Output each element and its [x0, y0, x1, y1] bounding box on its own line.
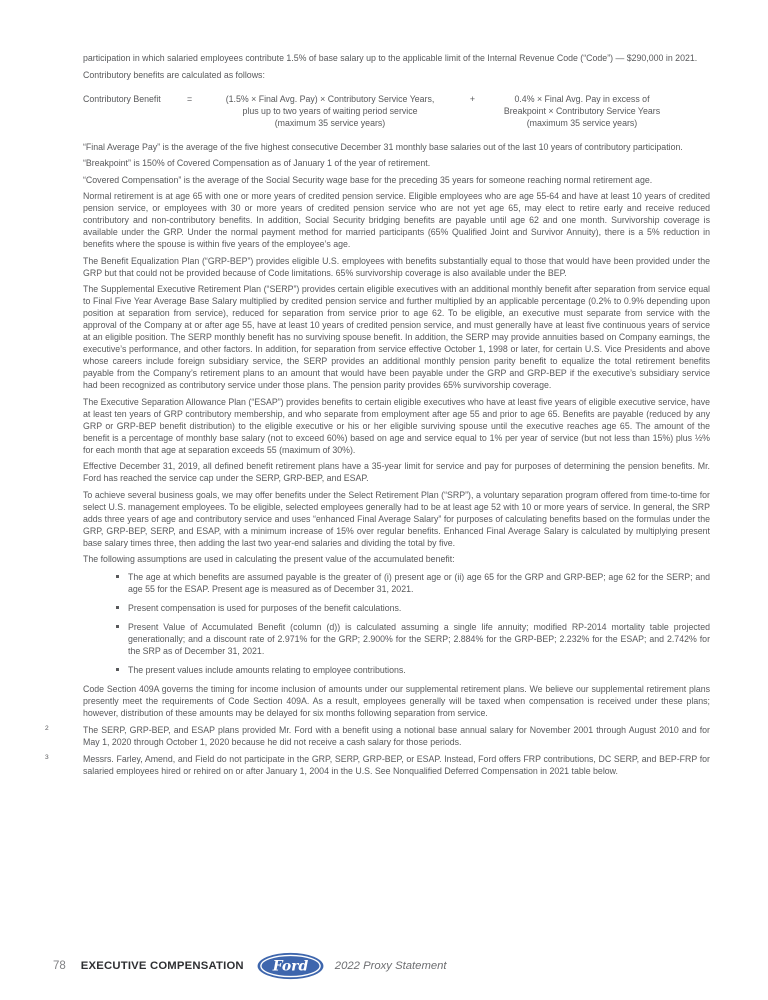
square-bullet-icon	[116, 575, 119, 578]
paragraph-grp-bep: The Benefit Equalization Plan (“GRP-BEP”) provides eligible U.S. employees with benefits substantially equal to those that would have been provided under the GRP but that could not be provided because of Code limitations. 65% survivorship coverage is also available under the BEP.	[83, 255, 710, 278]
paragraph-breakpoint: “Breakpoint” is 150% of Covered Compensation as of January 1 of the year of retirement.	[83, 158, 431, 168]
assumption-item	[115, 602, 710, 614]
paragraph-normal-retirement: Normal retirement is at age 65 with one or more years of credited pension service. Eligible employees who are age 55-64 and have at least 10 years of credited pension service, or employees with 30 or more years of credited pension service who are not yet age 65, may elect to retire early and receive reduced contributory and non-contributory benefits. In addition, Social Security bridging benefits are payable until age 62 and one month. Survivorship coverage is available under the GRP. Under the normal payment method for married participants (65% Qualified Joint and Survivor Annuity), there is a 5% reduction in benefits where the spouse is within five years of the employee’s age.	[83, 191, 710, 249]
page-number: 78	[53, 960, 66, 972]
assumption-item-text: Present Value of Accumulated Benefit (column (d)) is calculated assuming a single life annuity; modified RP-2014 mortality table projected generationally; and a discount rate of 2.971% for the GRP; 2.900% for the SERP; 2.884% for the GRP-BEP; 2.232% for the ESAP; and 2.742% for the SRP as of December 31, 2021.	[128, 622, 710, 656]
footnote-3-marker: 3	[45, 753, 49, 761]
formula-term-2	[492, 93, 672, 129]
footnote-2-marker: 2	[45, 724, 49, 732]
formula-label: Contributory Benefit	[83, 93, 161, 104]
assumption-item	[115, 664, 710, 676]
footnote-2	[45, 724, 710, 748]
formula-term-1-line-1: (1.5% × Final Avg. Pay) × Contributory Service Years,	[225, 93, 435, 104]
formula-term-1-line-2: plus up to two years of waiting period service	[242, 105, 418, 116]
plus-sign: +	[469, 93, 476, 104]
paragraph-covered-compensation: “Covered Compensation” is the average of the Social Security wage base for the preceding 35 years for someone reaching normal retirement age.	[83, 174, 653, 185]
assumption-item	[115, 571, 710, 595]
formula-term-1	[207, 93, 453, 129]
formula-term-2-line-2: Breakpoint × Contributory Service Years	[503, 105, 661, 116]
paragraph-409a: Code Section 409A governs the timing for income inclusion of amounts under our supplemental retirement plans. We believe our supplemental retirement plans presently meet the requirements of Code Section 409A. As a result, employees generally will be taxed when compensation is received under these plans; however, distribution of these amounts may be delayed for six months following separation from service.	[83, 684, 710, 718]
svg-text:Ford: Ford	[272, 958, 309, 975]
footnote-2-text: The SERP, GRP-BEP, and ESAP plans provided Mr. Ford with a benefit using a notional base annual salary for November 2001 through August 2010 and for May 1, 2020 through October 1, 2020 because he did not receive a cash salary for those periods.	[83, 724, 710, 747]
assumption-item-text: The age at which benefits are assumed payable is the greater of (i) present age or (ii) age 65 for the GRP and GRP-BEP; age 62 for the SERP; and age 55 for the ESAP. Present age is measured as of December 31, 2021.	[128, 572, 710, 594]
page-body	[45, 52, 710, 782]
assumption-item	[115, 621, 710, 657]
footnote-3-text: Messrs. Farley, Amend, and Field do not participate in the GRP, SERP, GRP-BEP, or ESAP. Instead, Ford offers FRP contributions, DC SERP, and BEP-FRP for salaried employees hired or rehired on or after January 1, 2004 in the U.S. See Nonqualified Deferred Compensation in 2021 table below.	[83, 753, 710, 776]
paragraph-grp-contribution: participation in which salaried employees contribute 1.5% of base salary up to the applicable limit of the Internal Revenue Code (“Code”) — $290,000 in 2021.	[83, 53, 698, 63]
footnote-3	[45, 753, 710, 777]
paragraph-35-year-limit: Effective December 31, 2019, all defined benefit retirement plans have a 35-year limit for service and pay for purposes of determining the pension benefits. Mr. Ford has reached the service cap under the SERP, GRP-BEP, and ESAP.	[83, 461, 710, 483]
square-bullet-icon	[116, 606, 119, 609]
formula-term-1-line-3: (maximum 35 service years)	[274, 117, 386, 128]
ford-logo-icon	[257, 952, 324, 980]
paragraph-serp: The Supplemental Executive Retirement Plan (“SERP”) provides certain eligible executives with an additional monthly benefit after separation from service equal to Final Five Year Average Base Salary multiplied by credited pension service and further multiplied by an applicable percentage (0.2% to 0.9% depending upon position at separation from service), reduced for separation from service prior to age 62. To be eligible, an executive must separate from service with the approval of the Company at or after age 55, have at least 10 years of credited pension service, and must generally have at least five continuous years of service at an eligible position. The SERP monthly benefit has no surviving spouse benefit. In addition, the SERP may provide annuities based on Company earnings, the executive’s performance, and other factors. In addition, for separation from service effective October 1, 1998 or later, for certain U.S. Vice Presidents and above whose careers include foreign subsidiary service, the SERP provides an additional monthly pension parity benefit to equalize the total retirement benefits payable from the Company’s retirement plans to an amount that would have been payable under the GRP and GRP-BEP if the executive’s subsidiary service had been recognized as contributory service under those plans. The pension parity provides 65% survivorship coverage.	[83, 284, 710, 390]
footer-document-title: 2022 Proxy Statement	[334, 960, 447, 972]
square-bullet-icon	[116, 625, 119, 628]
equals-sign: =	[187, 93, 193, 104]
paragraph-srp: To achieve several business goals, we may offer benefits under the Select Retirement Plan (“SRP”), a voluntary separation program offered from time-to-time for select U.S. management employees. To be eligible, selected employees generally had to be at least age 52 with 10 or more years of service. In general, the SRP adds three years of age and contributory service and uses “enhanced Final Average Salary” for purposes of calculating benefits based on the formulas under the GRP, GRP-BEP, SERP, and ESAP, with a minimum increase of 15% over regular benefits. Enhanced Final Average Salary is calculated by multiplying present base salary times three, then adding the last two year-end salaries and dividing the total by five.	[83, 489, 710, 548]
paragraph-final-average-pay: “Final Average Pay” is the average of the five highest consecutive December 31 monthly base salaries out of the last 10 years of contributory participation.	[83, 141, 683, 152]
assumption-item-text: Present compensation is used for purposes of the benefit calculations.	[128, 603, 402, 613]
assumptions-list	[115, 571, 710, 676]
paragraph-contributory-intro: Contributory benefits are calculated as follows:	[83, 69, 265, 80]
paragraph-assumptions-intro: The following assumptions are used in calculating the present value of the accumulated benefit:	[83, 554, 455, 564]
formula-term-2-line-1: 0.4% × Final Avg. Pay in excess of	[514, 93, 650, 104]
paragraph-esap: The Executive Separation Allowance Plan (“ESAP”) provides benefits to certain eligible executives who have at least five years of eligible executive service, have at least ten years of GRP contributory membership, and who separate from employment after age 55 and prior to age 65. Benefits are payable (reduced by any GRP or GRP-BEP benefit distribution) to the eligible executive or his or her eligible surviving spouse until the executive reaches age 65. The amount of the benefit is a percentage of monthly base salary (not to exceed 60%) based on age and service equal to 1% per year of service (but not less than 15%) plus ½% for each month that age at separation exceeds 55 (maximum of 30%).	[83, 396, 710, 455]
contributory-benefit-formula	[83, 93, 710, 129]
formula-term-2-line-3: (maximum 35 service years)	[526, 117, 638, 128]
square-bullet-icon	[116, 668, 119, 671]
footer-section-title: EXECUTIVE COMPENSATION	[80, 960, 244, 972]
page-footer	[53, 951, 447, 981]
assumption-item-text: The present values include amounts relating to employee contributions.	[128, 665, 406, 675]
